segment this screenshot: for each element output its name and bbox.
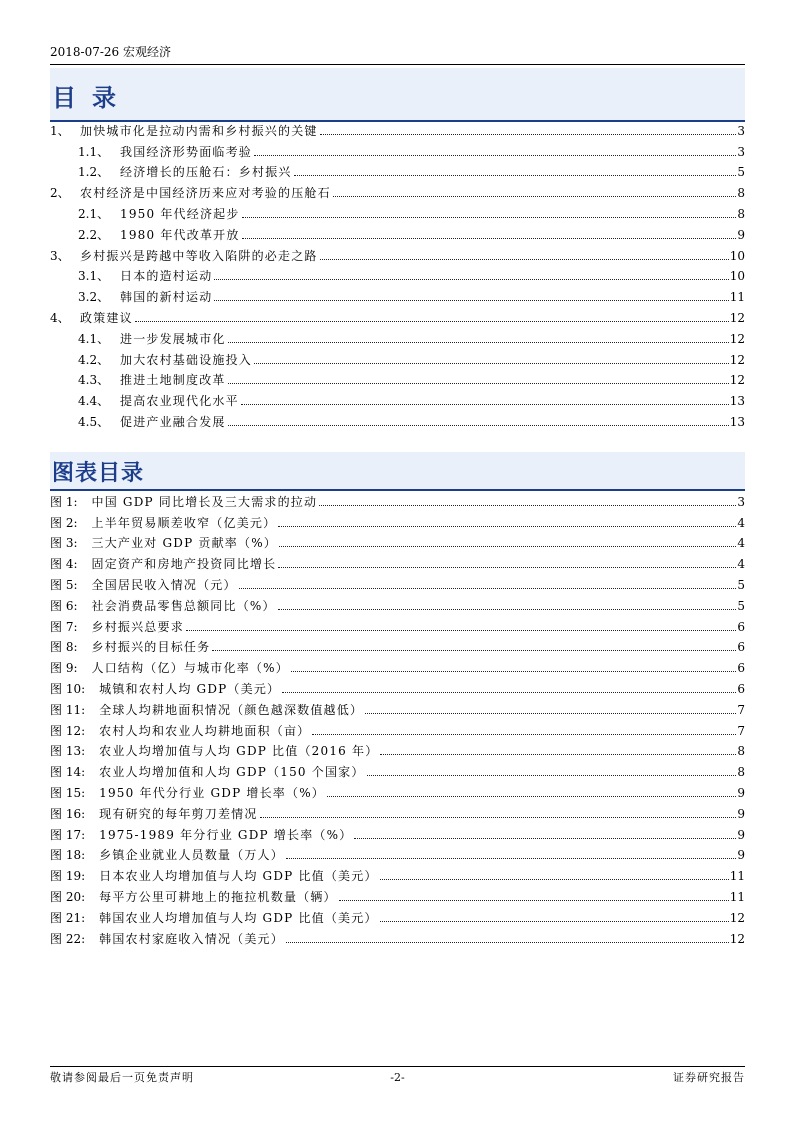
dot-leader (212, 650, 736, 651)
entry-number: 2.2、 (78, 227, 110, 242)
entry-title: 政策建议 (80, 310, 133, 325)
entry-number: 图 12: (50, 723, 86, 738)
entry-page: 9 (737, 806, 745, 821)
figure-entry[interactable] (50, 488, 745, 509)
entry-page: 12 (729, 352, 745, 367)
entry-title: 韩国农村家庭收入情况（美元） (99, 931, 284, 946)
entry-page: 7 (737, 723, 745, 738)
entry-number: 图 21: (50, 910, 86, 925)
dot-leader (380, 879, 729, 880)
entry-number: 2、 (50, 186, 70, 201)
dot-leader (228, 425, 729, 426)
entry-number: 4、 (50, 310, 70, 325)
entry-title: 我国经济形势面临考验 (120, 144, 253, 159)
figure-entry[interactable] (50, 779, 745, 800)
entry-page: 9 (737, 227, 745, 242)
toc-entry[interactable] (50, 221, 745, 242)
entry-page: 11 (729, 290, 745, 305)
entry-page: 13 (729, 414, 745, 429)
figure-entry[interactable] (50, 862, 745, 883)
entry-title: 日本的造村运动 (120, 269, 213, 284)
entry-number: 图 6: (50, 598, 78, 613)
entry-number: 图 15: (50, 785, 86, 800)
entry-page: 8 (737, 744, 745, 759)
entry-page: 8 (737, 765, 745, 780)
entry-page: 3 (737, 144, 745, 159)
entry-title: 日本农业人均增加值与人均 GDP 比值（美元） (99, 869, 378, 884)
header-rule (50, 64, 745, 65)
entry-title: 乡村振兴是跨越中等收入陷阱的必走之路 (80, 248, 318, 263)
entry-page: 5 (737, 165, 745, 180)
entry-title: 现有研究的每年剪刀差情况 (99, 806, 258, 821)
entry-title: 韩国农业人均增加值与人均 GDP 比值（美元） (99, 910, 378, 925)
entry-page: 4 (737, 515, 745, 530)
entry-number: 3.1、 (78, 269, 110, 284)
entry-title: 农业人均增加值和人均 GDP（150 个国家） (99, 765, 365, 780)
dot-leader (214, 300, 728, 301)
entry-title: 促进产业融合发展 (120, 414, 226, 429)
toc-entry[interactable] (50, 159, 745, 180)
toc-entry[interactable] (50, 325, 745, 346)
entry-page: 6 (737, 640, 745, 655)
dot-leader (312, 734, 736, 735)
entry-title: 固定资产和房地产投资同比增长 (91, 557, 277, 572)
dot-leader (333, 196, 737, 197)
entry-page: 5 (737, 598, 745, 613)
entry-page: 4 (737, 536, 745, 551)
entry-title: 农业人均增加值与人均 GDP 比值（2016 年） (99, 744, 379, 759)
dot-leader (186, 630, 736, 631)
figure-entry[interactable] (50, 883, 745, 904)
entry-title: 全球人均耕地面积情况（颜色越深数值越低） (99, 702, 364, 717)
entry-number: 3.2、 (78, 290, 110, 305)
entry-title: 上半年贸易顺差收窄（亿美元） (91, 515, 277, 530)
toc-entry[interactable] (50, 200, 745, 221)
figure-entry[interactable] (50, 758, 745, 779)
entry-page: 12 (729, 310, 745, 325)
figure-entry[interactable] (50, 717, 745, 738)
figure-entry[interactable] (50, 925, 745, 946)
entry-number: 图 3: (50, 536, 78, 551)
footer-rule (50, 1066, 745, 1067)
toc-list (50, 117, 745, 429)
entry-title: 推进土地制度改革 (120, 373, 226, 388)
figure-entry[interactable] (50, 530, 745, 551)
entry-title: 乡村振兴总要求 (91, 619, 184, 634)
entry-number: 图 13: (50, 744, 86, 759)
dot-leader (241, 404, 729, 405)
entry-page: 8 (737, 206, 745, 221)
figure-entry[interactable] (50, 821, 745, 842)
figure-entry[interactable] (50, 550, 745, 571)
dot-leader (319, 505, 736, 506)
entry-number: 图 22: (50, 931, 86, 946)
entry-title: 农村经济是中国经济历来应对考验的压舱石 (80, 186, 331, 201)
entry-number: 4.1、 (78, 331, 110, 346)
figure-entry[interactable] (50, 571, 745, 592)
entry-title: 提高农业现代化水平 (120, 394, 239, 409)
entry-number: 图 19: (50, 869, 86, 884)
dot-leader (242, 217, 737, 218)
entry-page: 12 (729, 931, 745, 946)
dot-leader (260, 817, 737, 818)
entry-number: 图 2: (50, 515, 78, 530)
entry-number: 4.5、 (78, 414, 110, 429)
figure-entry[interactable] (50, 675, 745, 696)
entry-number: 图 14: (50, 765, 86, 780)
entry-title: 加快城市化是拉动内需和乡村振兴的关键 (80, 123, 318, 138)
dot-leader (286, 858, 736, 859)
entry-title: 经济增长的压舱石：乡村振兴 (120, 165, 292, 180)
dot-leader (380, 754, 736, 755)
entry-title: 1950 年代分行业 GDP 增长率（%） (99, 785, 326, 800)
dot-leader (279, 546, 736, 547)
dot-leader (320, 134, 737, 135)
entry-title: 1980 年代改革开放 (120, 227, 240, 242)
entry-title: 中国 GDP 同比增长及三大需求的拉动 (91, 494, 318, 509)
dot-leader (242, 238, 737, 239)
entry-number: 图 18: (50, 848, 86, 863)
entry-page: 12 (729, 331, 745, 346)
entry-number: 图 8: (50, 640, 78, 655)
entry-page: 6 (737, 619, 745, 634)
dot-leader (354, 838, 736, 839)
toc-entry[interactable] (50, 263, 745, 284)
dot-leader (254, 155, 736, 156)
footer-report-type: 证券研究报告 (673, 1071, 745, 1084)
entry-number: 1、 (50, 123, 70, 138)
entry-title: 三大产业对 GDP 贡献率（%） (91, 536, 278, 551)
entry-number: 1.2、 (78, 165, 110, 180)
figure-entry[interactable] (50, 904, 745, 925)
toc-entry[interactable] (50, 367, 745, 388)
entry-number: 图 20: (50, 889, 86, 904)
entry-page: 6 (737, 681, 745, 696)
dot-leader (291, 671, 736, 672)
entry-page: 3 (737, 494, 745, 509)
entry-title: 乡镇企业就业人员数量（万人） (99, 848, 284, 863)
toc-entry[interactable] (50, 117, 745, 138)
figure-entry[interactable] (50, 509, 745, 530)
entry-page: 3 (737, 123, 745, 138)
toc-entry[interactable] (50, 408, 745, 429)
toc-entry[interactable] (50, 242, 745, 263)
figure-entry[interactable] (50, 592, 745, 613)
entry-page: 13 (729, 394, 745, 409)
toc-entry[interactable] (50, 387, 745, 408)
dot-leader (365, 713, 736, 714)
entry-number: 4.4、 (78, 394, 110, 409)
entry-page: 11 (729, 869, 745, 884)
figure-entry[interactable] (50, 634, 745, 655)
entry-page: 6 (737, 661, 745, 676)
toc-entry[interactable] (50, 179, 745, 200)
entry-number: 图 1: (50, 494, 78, 509)
dot-leader (327, 796, 736, 797)
figure-entry[interactable] (50, 842, 745, 863)
entry-title: 加大农村基础设施投入 (120, 352, 253, 367)
toc-entry[interactable] (50, 283, 745, 304)
entry-title: 每平方公里可耕地上的拖拉机数量（辆） (99, 889, 337, 904)
figure-entry[interactable] (50, 613, 745, 634)
dot-leader (135, 321, 729, 322)
entry-page: 9 (737, 827, 745, 842)
entry-title: 城镇和农村人均 GDP（美元） (99, 681, 281, 696)
entry-number: 图 17: (50, 827, 86, 842)
entry-title: 1975-1989 年分行业 GDP 增长率（%） (99, 827, 353, 842)
toc-entry[interactable] (50, 304, 745, 325)
entry-title: 全国居民收入情况（元） (91, 577, 237, 592)
entry-number: 图 10: (50, 681, 86, 696)
figure-entry[interactable] (50, 738, 745, 759)
entry-page: 11 (729, 889, 745, 904)
dot-leader (214, 279, 728, 280)
dot-leader (367, 775, 737, 776)
footer-disclaimer: 敬请参阅最后一页免责声明 (50, 1071, 194, 1084)
entry-number: 2.1、 (78, 206, 110, 221)
entry-title: 韩国的新村运动 (120, 290, 213, 305)
dot-leader (239, 588, 737, 589)
figure-entry[interactable] (50, 654, 745, 675)
figure-entry[interactable] (50, 696, 745, 717)
dot-leader (278, 526, 736, 527)
entry-number: 1.1、 (78, 144, 110, 159)
dot-leader (320, 259, 729, 260)
toc-entry[interactable] (50, 346, 745, 367)
dot-leader (278, 567, 736, 568)
dot-leader (339, 900, 729, 901)
entry-page: 8 (737, 186, 745, 201)
entry-number: 图 7: (50, 619, 78, 634)
entry-number: 图 9: (50, 661, 78, 676)
entry-title: 进一步发展城市化 (120, 331, 226, 346)
entry-page: 12 (729, 373, 745, 388)
entry-page: 10 (729, 269, 745, 284)
toc-heading: 目录 (52, 84, 132, 112)
dot-leader (282, 692, 736, 693)
figure-heading-band (50, 452, 745, 490)
page-header (50, 45, 745, 59)
entry-title: 1950 年代经济起步 (120, 206, 240, 221)
dot-leader (380, 921, 729, 922)
entry-page: 12 (729, 910, 745, 925)
entry-page: 4 (737, 557, 745, 572)
entry-number: 图 11: (50, 702, 86, 717)
figure-list-heading: 图表目录 (52, 461, 145, 486)
dot-leader (286, 942, 729, 943)
dot-leader (228, 383, 729, 384)
figure-list (50, 488, 745, 946)
entry-title: 人口结构（亿）与城市化率（%） (91, 661, 289, 676)
toc-heading-band (50, 68, 745, 120)
page-number: -2- (390, 1071, 405, 1084)
entry-number: 图 16: (50, 806, 86, 821)
dot-leader (278, 609, 737, 610)
dot-leader (228, 342, 729, 343)
entry-title: 社会消费品零售总额同比（%） (91, 598, 276, 613)
page-footer (50, 1071, 745, 1085)
header-date-section: 2018-07-26 宏观经济 (50, 45, 172, 59)
entry-title: 农村人均和农业人均耕地面积（亩） (99, 723, 311, 738)
figure-entry[interactable] (50, 800, 745, 821)
entry-number: 3、 (50, 248, 70, 263)
entry-page: 9 (737, 848, 745, 863)
entry-number: 4.2、 (78, 352, 110, 367)
entry-number: 4.3、 (78, 373, 110, 388)
entry-page: 7 (737, 702, 745, 717)
entry-page: 5 (737, 577, 745, 592)
dot-leader (294, 175, 737, 176)
entry-number: 图 5: (50, 577, 78, 592)
entry-number: 图 4: (50, 557, 78, 572)
toc-entry[interactable] (50, 138, 745, 159)
dot-leader (254, 363, 729, 364)
entry-page: 9 (737, 785, 745, 800)
entry-page: 10 (729, 248, 745, 263)
entry-title: 乡村振兴的目标任务 (91, 640, 211, 655)
